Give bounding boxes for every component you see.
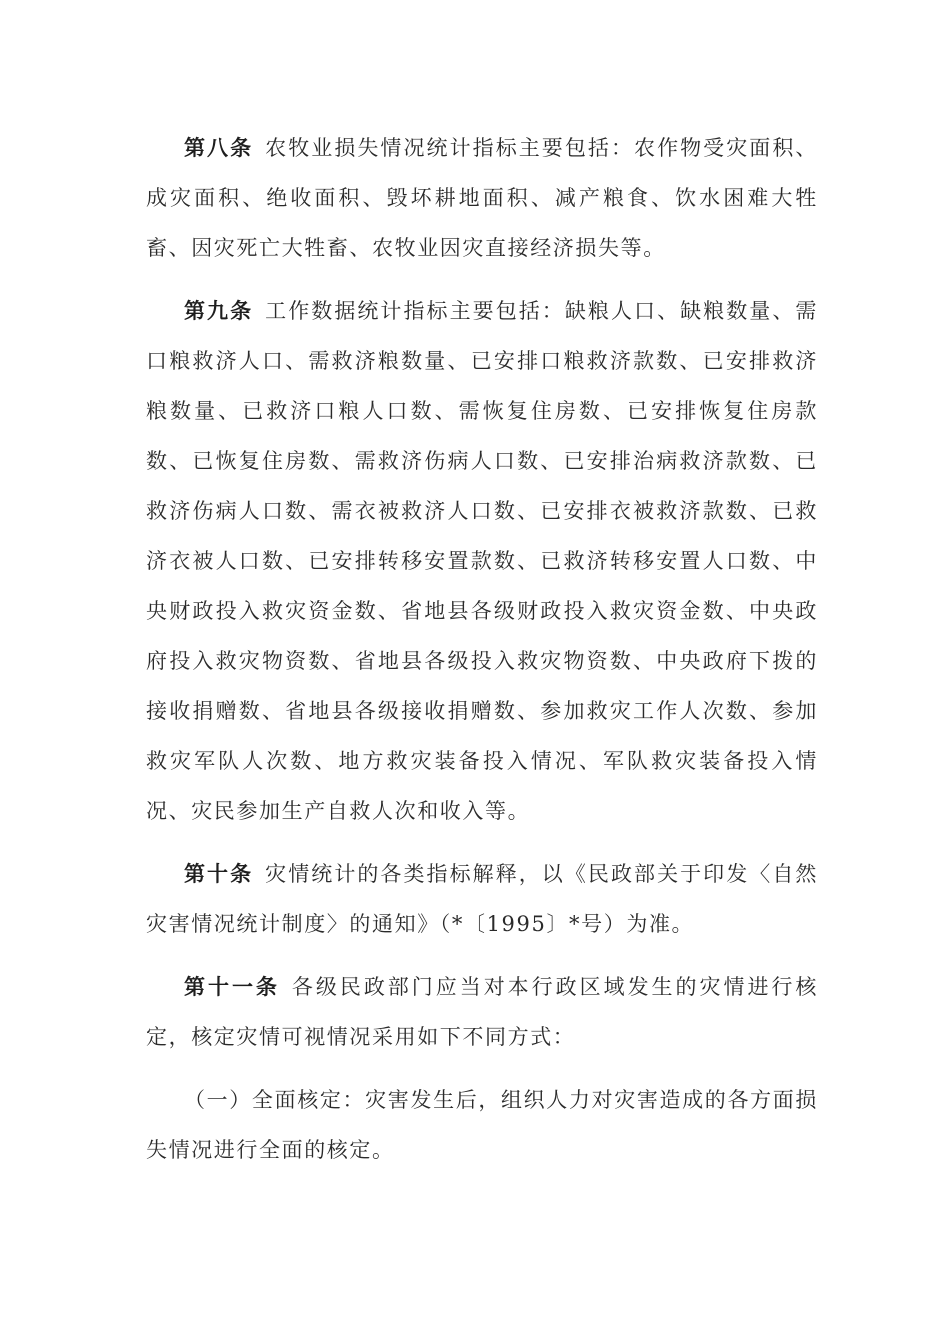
article-11-item-1 [146,1075,818,1175]
article-text: 各级民政部门应当对本行政区域发生的灾情进行核定，核定灾情可视情况采用如下不同方式： [146,975,818,1049]
article-11 [146,962,818,1062]
article-number: 第十条 [184,861,254,886]
article-text: 工作数据统计指标主要包括：缺粮人口、缺粮数量、需口粮救济人口、需救济粮数量、已安排口粮救济款数、已安排救济粮数量、已救济口粮人口数、需恢复住房数、已安排恢复住房款数、已恢复住房数、需救济伤病人口数、已安排治病救济款数、已救济伤病人口数、需衣被救济人口数、已安排衣被救济款数、已救济衣被人口数、已安排转移安置款数、已救济转移安置人口数、中央财政投入救灾资金数、省地县各级财政投入救灾资金数、中央政府投入救灾物资数、省地县各级投入救灾物资数、中央政府下拨的接收捐赠数、省地县各级接收捐赠数、参加救灾工作人次数、参加救灾军队人次数、地方救灾装备投入情况、军队救灾装备投入情况、灾民参加生产自救人次和收入等。 [146,299,818,823]
article-8 [146,123,818,273]
article-number: 第八条 [184,135,254,160]
article-number: 第十一条 [184,974,280,999]
item-text: （一）全面核定：灾害发生后，组织人力对灾害造成的各方面损失情况进行全面的核定。 [146,1088,818,1162]
article-text: 农牧业损失情况统计指标主要包括：农作物受灾面积、成灾面积、绝收面积、毁坏耕地面积、减产粮食、饮水困难大牲畜、因灾死亡大牲畜、农牧业因灾直接经济损失等。 [146,136,818,260]
article-10 [146,849,818,949]
article-9 [146,286,818,836]
document-page [146,123,818,1175]
article-number: 第九条 [184,298,254,323]
article-text: 灾情统计的各类指标解释，以《民政部关于印发〈自然灾害情况统计制度〉的通知》（*〔1995〕*号）为准。 [146,862,818,936]
